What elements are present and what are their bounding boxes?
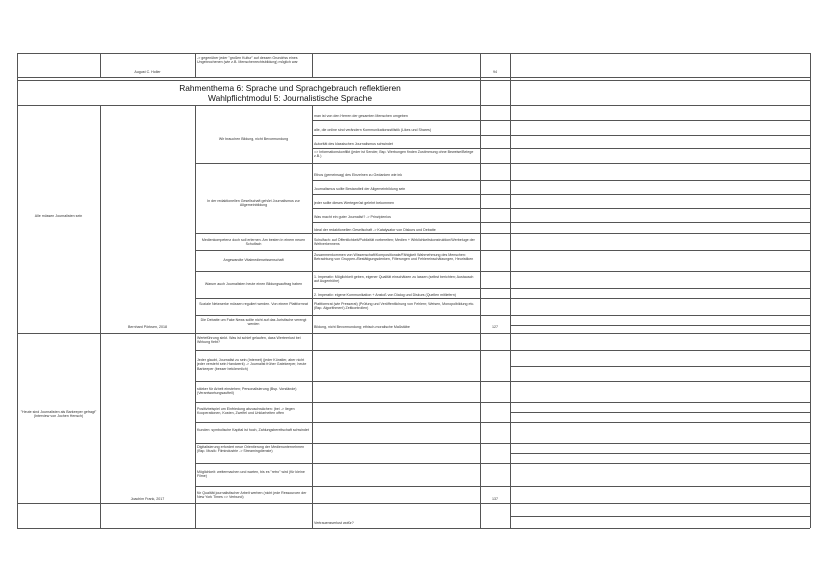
row-line (195, 350, 810, 351)
row-line (312, 288, 810, 289)
row-line (510, 453, 810, 454)
row-line (195, 422, 810, 423)
rule (17, 503, 810, 504)
claim: Positivbeispiel um Einfriedung abzuschwächen: (bei -> liegen Kooperationen, Kosten, Zweifel und Unklarheiten offen (197, 407, 296, 416)
row-line (195, 402, 810, 403)
claim: stärker für Arbeit einstehen; Personalisierung (Bsp. Vorstände) (Verantwortungsaufteil) (197, 387, 298, 396)
rule (17, 80, 810, 81)
top-note: -> gegenüber jeder "großen Kultur" auf dessen Grundriss eines Ungebrochenen (wie z.B. Menschenrechtsbildung) möglich war (197, 56, 299, 65)
col-line (510, 53, 511, 528)
row-line (195, 315, 810, 316)
col-line (195, 105, 196, 528)
argument: => Informationskonflikt (jeder ist Sender, Bsp. Werbungen finden Zustimmung ohne Beweise/Belege z.B.) (314, 150, 475, 159)
claim: Digitalisierung erfordert neue Orientierung der Medienunternehmen (Bsp. Musik: Filmindustrie -> Streamingdienste) (197, 445, 306, 454)
row-line (195, 233, 810, 234)
rule (17, 333, 810, 334)
claim: Angewandte Vitalmedienwissenschaft (223, 258, 284, 262)
row-line (510, 516, 810, 517)
extra-note: Vertrauensverlust wofür? (314, 521, 354, 525)
rule (17, 105, 810, 106)
argument: alle, die online sind verändern Kommunikationsstilistik (Likes und Shares) (314, 128, 432, 132)
top-author: August C. Holler (134, 70, 161, 74)
col-line (312, 53, 313, 77)
claim: Jeder glaubt, Journalist zu sein (Internet) (jeder Künstler, aber nicht jeder versteht sein Handwerk) -> Journalist früher Gatekeeper, heute Barkeeper (besser bekömmlich) (197, 358, 308, 371)
claim: Die Debatte um Fake News sollte nicht auf das Juristische verengt werden (200, 318, 308, 327)
top-page: 94 (493, 70, 497, 74)
col-line (810, 53, 811, 528)
row-line (195, 163, 810, 164)
claim: Werteführung sinkt. Was ist schief gelaufen, dass Werteerlust bei Wirkung fiebt? (197, 336, 302, 345)
row-line (312, 222, 810, 223)
section2-author: Joachim Frank, 2017 (130, 497, 165, 501)
col-line (312, 105, 313, 528)
argument: man ist von den Herren der gesamten Menschen umgeben (314, 114, 408, 118)
row-line (195, 298, 810, 299)
rule-top (17, 53, 810, 54)
row-line (510, 412, 810, 413)
argument: Schulfach: auf Öffentlichkeit/Publizität vorbereiten; Medien + Wirklichkeitskonstruktion/Werbeluge der Weltverkennens (314, 238, 476, 247)
row-line (312, 180, 810, 181)
page-title: Rahmenthema 6: Sprache und Sprachgebrauch reflektieren (179, 83, 401, 93)
argument: Bildung, nicht Bevormundung; ethisch-moralische Maßstäbe (314, 325, 410, 329)
claim: Kunden: symbolische Kapital ist hoch, Zahlungsbereitschaft schwindet (197, 428, 309, 432)
row-line (195, 250, 810, 251)
claim: Medienkompetenz doch soll erlernen. Am besten in einem neuen Schulfach (201, 238, 307, 247)
row-line (195, 443, 810, 444)
col-line (17, 53, 18, 528)
row-line (195, 271, 810, 272)
row-line (312, 148, 810, 149)
rule (17, 77, 810, 78)
section2-topic: "Heute sind Journalisten als Barkeeper gefragt" (Interview von Jochen Hensch) (20, 410, 98, 419)
claim: Soziale Netzwerke müssen reguliert werden. Von einem Plattformrat (199, 302, 308, 306)
claim: Wir brauchen Bildung, nicht Bevormundung (218, 137, 289, 141)
claim: Warum auch Journalisten heute einen Bildungsauftrag haben (204, 282, 303, 286)
row-line (312, 208, 810, 209)
section1-page: 127 (492, 325, 498, 329)
col-line (100, 105, 101, 528)
row-line (312, 120, 810, 121)
row-line (510, 325, 810, 326)
page-subtitle: Wahlpflichtmodul 5: Journalistische Sprache (207, 93, 372, 103)
row-line (312, 194, 810, 195)
argument: Zusammenkommen von Wissenschaft/Kompositionale/Fähigkeit Wahrnehmung des Menschen: Betrachtung von Gruppen-/Bestätigungsdenken, Filterungen und Fehlereinschätzungen, Heuristiken (314, 253, 474, 262)
row-line (510, 366, 810, 367)
row-line (195, 463, 810, 464)
row-line (195, 486, 810, 487)
section1-topic: Alle müssen Journalisten sein (34, 214, 83, 218)
argument: Journalismus sollte Bestandteil der Allgemeinbildung sein (314, 187, 406, 191)
section2-page: 137 (492, 497, 498, 501)
argument: Ethos (gemeinsag) des Einzelnen zu Gedanken wie ink (314, 173, 403, 177)
argument: Was macht ein guter Journalist? -> Prinzipienlos (314, 215, 391, 219)
row-line (312, 135, 810, 136)
rule-bottom (17, 528, 810, 529)
row-line (195, 381, 810, 382)
argument: jeder sollte dieses Wertegerüst gelehrt bekommen (314, 201, 395, 205)
col-line (195, 53, 196, 77)
argument: Plattformrat (wie Presserat) (Prüfung und Veröffentlichung von Fehlern; Weisen, Monopolbildung etc. (Bsp. Algorithmen!) Zeitkontrollen) (314, 302, 476, 311)
section1-author: Bernhard Pörksen, 2018 (128, 325, 167, 329)
argument: Autorität des klassischen Journalismus schwindet (314, 142, 393, 146)
argument: 1. Imperativ: Möglichkeit geben, eigener Qualität einschätzen zu lassen (selbst berichten; Austausch auf Augenhöhe) (314, 275, 475, 284)
claim: Möglichkeit: weitermachen und warten, bis es "retro" wird (für kleine Filme) (197, 470, 306, 479)
claim: für Qualität journalistischer Arbeit werben (nicht jede Ressourcen der New York Times => Verbund) (197, 491, 308, 500)
argument: Ideal der redaktionellen Gesellschaft -> Katalysator von Diskurs und Debatte (314, 228, 436, 232)
claim: In der redaktionellen Gesellschaft gehört Journalismus zur Allgemeinbildung (207, 199, 301, 208)
col-line (480, 53, 481, 528)
argument: 2. Imperativ: eigene Kommunikation + Anstoß von Dialog und Diskurs (Quellen mitliefern) (314, 293, 456, 297)
